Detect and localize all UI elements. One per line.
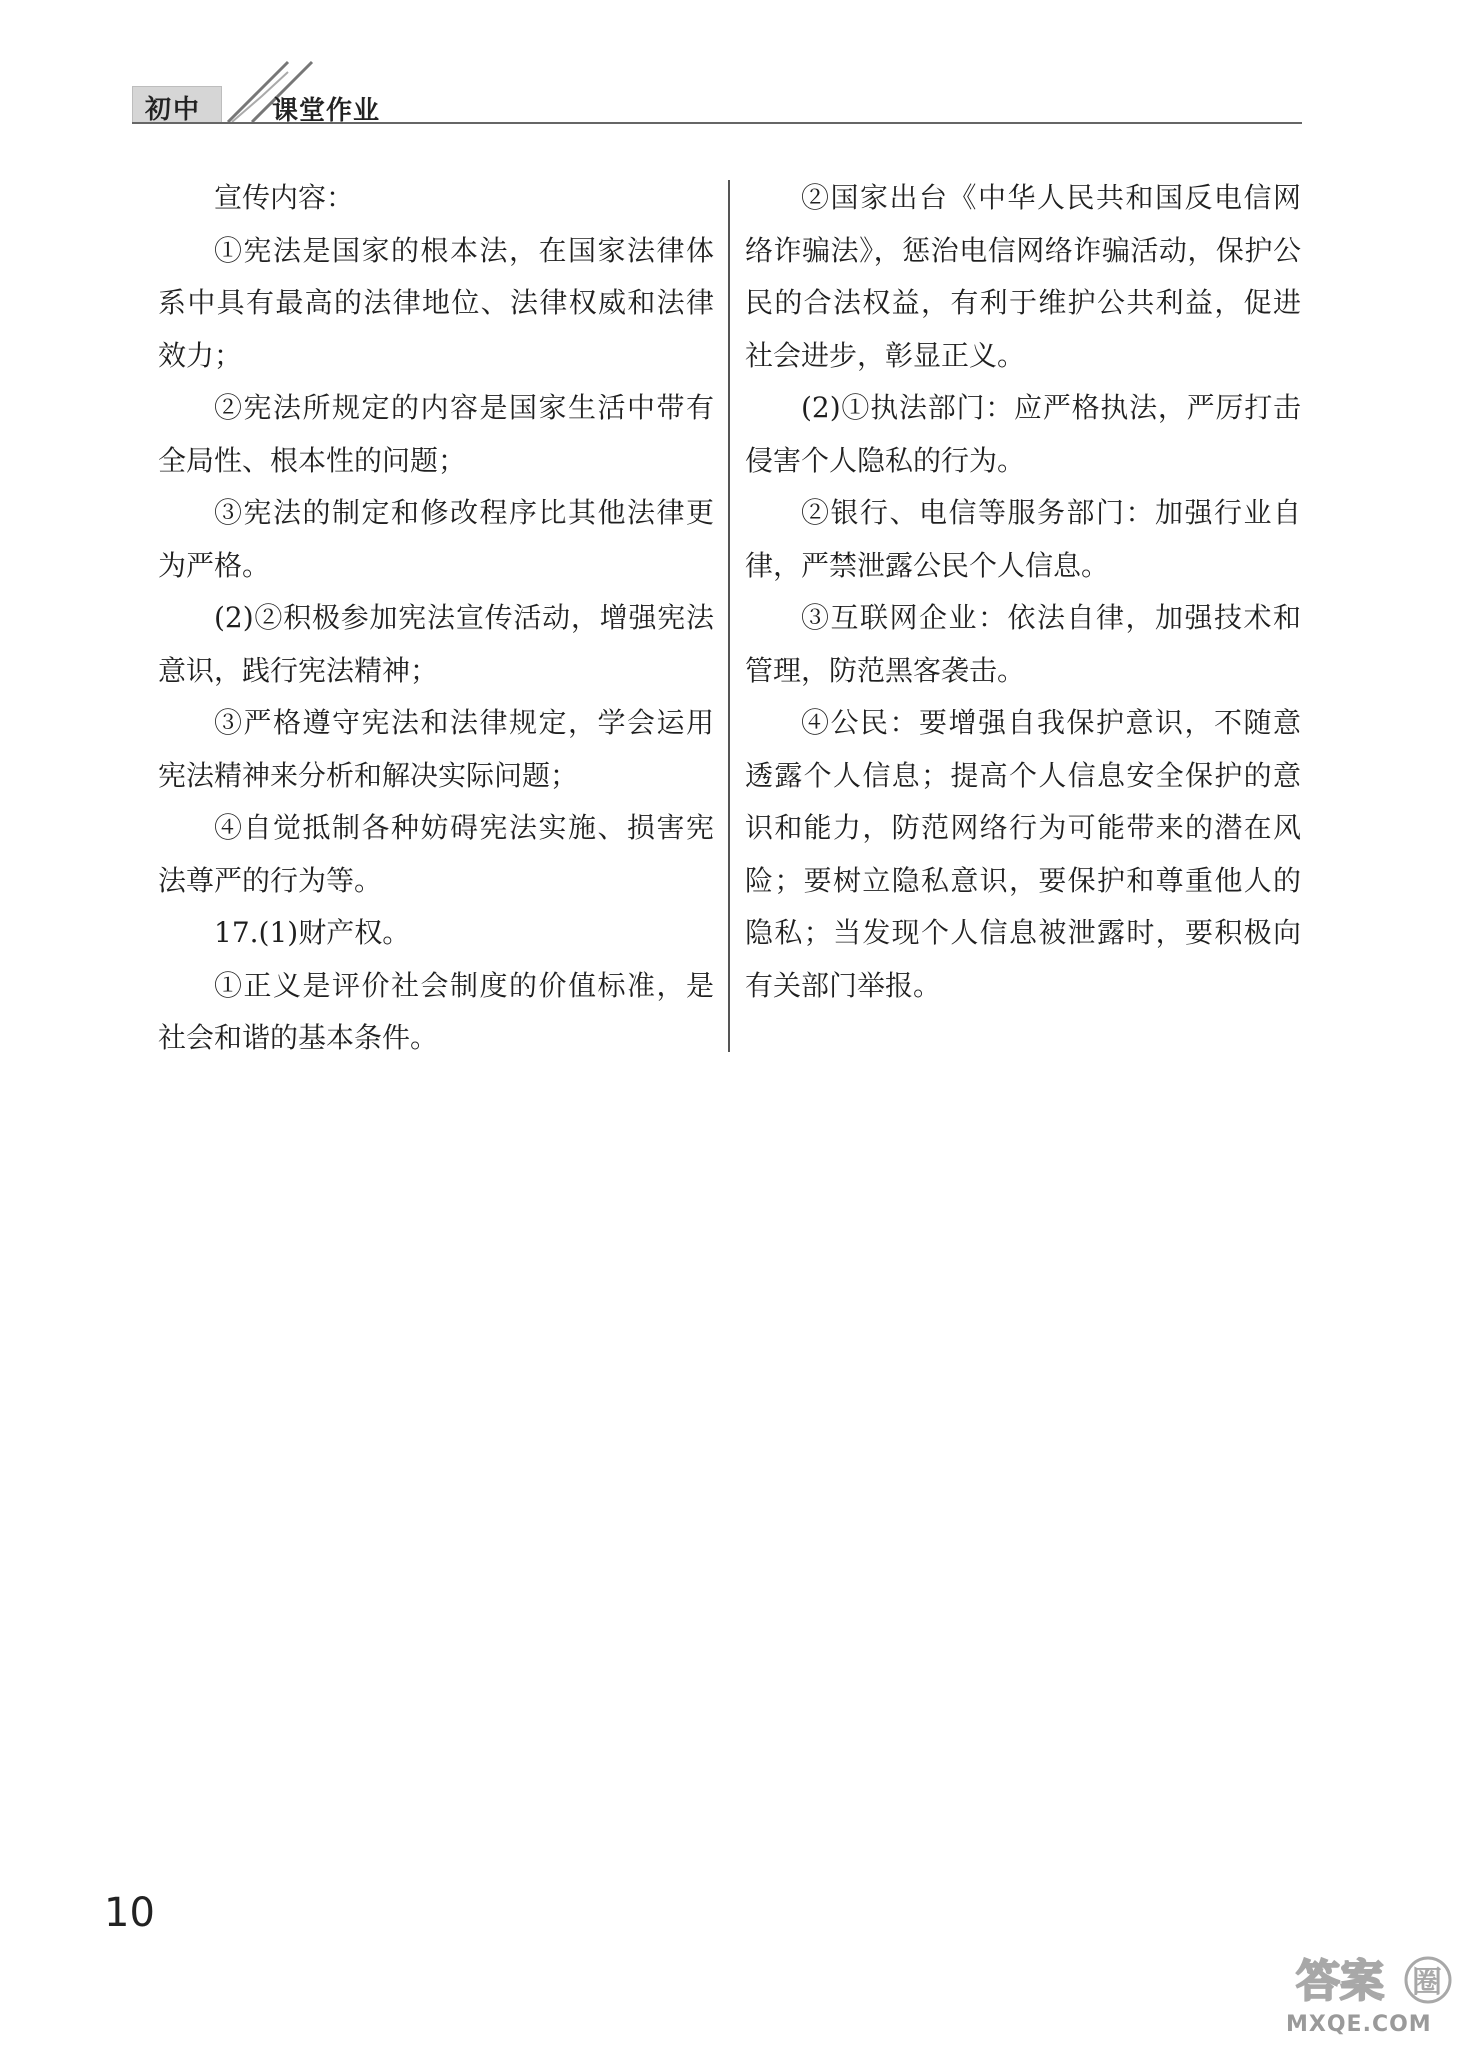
series-title: 课堂作业: [272, 96, 381, 126]
paragraph: (2)②积极参加宪法宣传活动，增强宪法意识，践行宪法精神；: [158, 601, 714, 687]
paragraph: ②宪法所规定的内容是国家生活中带有全局性、根本性的问题；: [158, 391, 714, 477]
left-column: [158, 172, 714, 1065]
paragraph: ④自觉抵制各种妨碍宪法实施、损害宪法尊严的行为等。: [158, 811, 714, 897]
column-divider: [728, 180, 730, 1052]
page-number: 10: [104, 1890, 155, 1936]
paragraph: 17.(1)财产权。: [214, 916, 411, 949]
paragraph: (2)①执法部门：应严格执法，严厉打击侵害个人隐私的行为。: [745, 391, 1301, 477]
paragraph: 宣传内容：: [214, 181, 355, 214]
svg-text:答案: 答案: [1296, 1956, 1384, 2007]
level-tag-label: 初中: [145, 95, 202, 125]
level-tag: [132, 86, 222, 124]
paragraph: ②银行、电信等服务部门：加强行业自律，严禁泄露公民个人信息。: [745, 496, 1301, 582]
watermark-logo: [1292, 1950, 1452, 2008]
svg-text:圈: 圈: [1412, 1965, 1442, 2000]
right-column: [745, 172, 1301, 1012]
header-rule: [132, 122, 1302, 124]
paragraph: ③互联网企业：依法自律，加强技术和管理，防范黑客袭击。: [745, 601, 1301, 687]
paragraph: ③宪法的制定和修改程序比其他法律更为严格。: [158, 496, 714, 582]
paragraph: ④公民：要增强自我保护意识，不随意透露个人信息；提高个人信息安全保护的意识和能力，防范网络行为可能带来的潜在风险；要树立隐私意识，要保护和尊重他人的隐私；当发现个人信息被泄露时，要积极向有关部门举报。: [745, 706, 1301, 1002]
paragraph: ①正义是评价社会制度的价值标准，是社会和谐的基本条件。: [158, 968, 714, 1054]
watermark-url: MXQE.COM: [1286, 2012, 1432, 2037]
paragraph: ①宪法是国家的根本法，在国家法律体系中具有最高的法律地位、法律权威和法律效力；: [158, 233, 714, 372]
paragraph: ②国家出台《中华人民共和国反电信网络诈骗法》，惩治电信网络诈骗活动，保护公民的合法权益，有利于维护公共利益，促进社会进步，彰显正义。: [745, 181, 1301, 372]
page-header: [132, 86, 1302, 124]
watermark: [1282, 1950, 1457, 2048]
paragraph: ③严格遵守宪法和法律规定，学会运用宪法精神来分析和解决实际问题；: [158, 706, 714, 792]
